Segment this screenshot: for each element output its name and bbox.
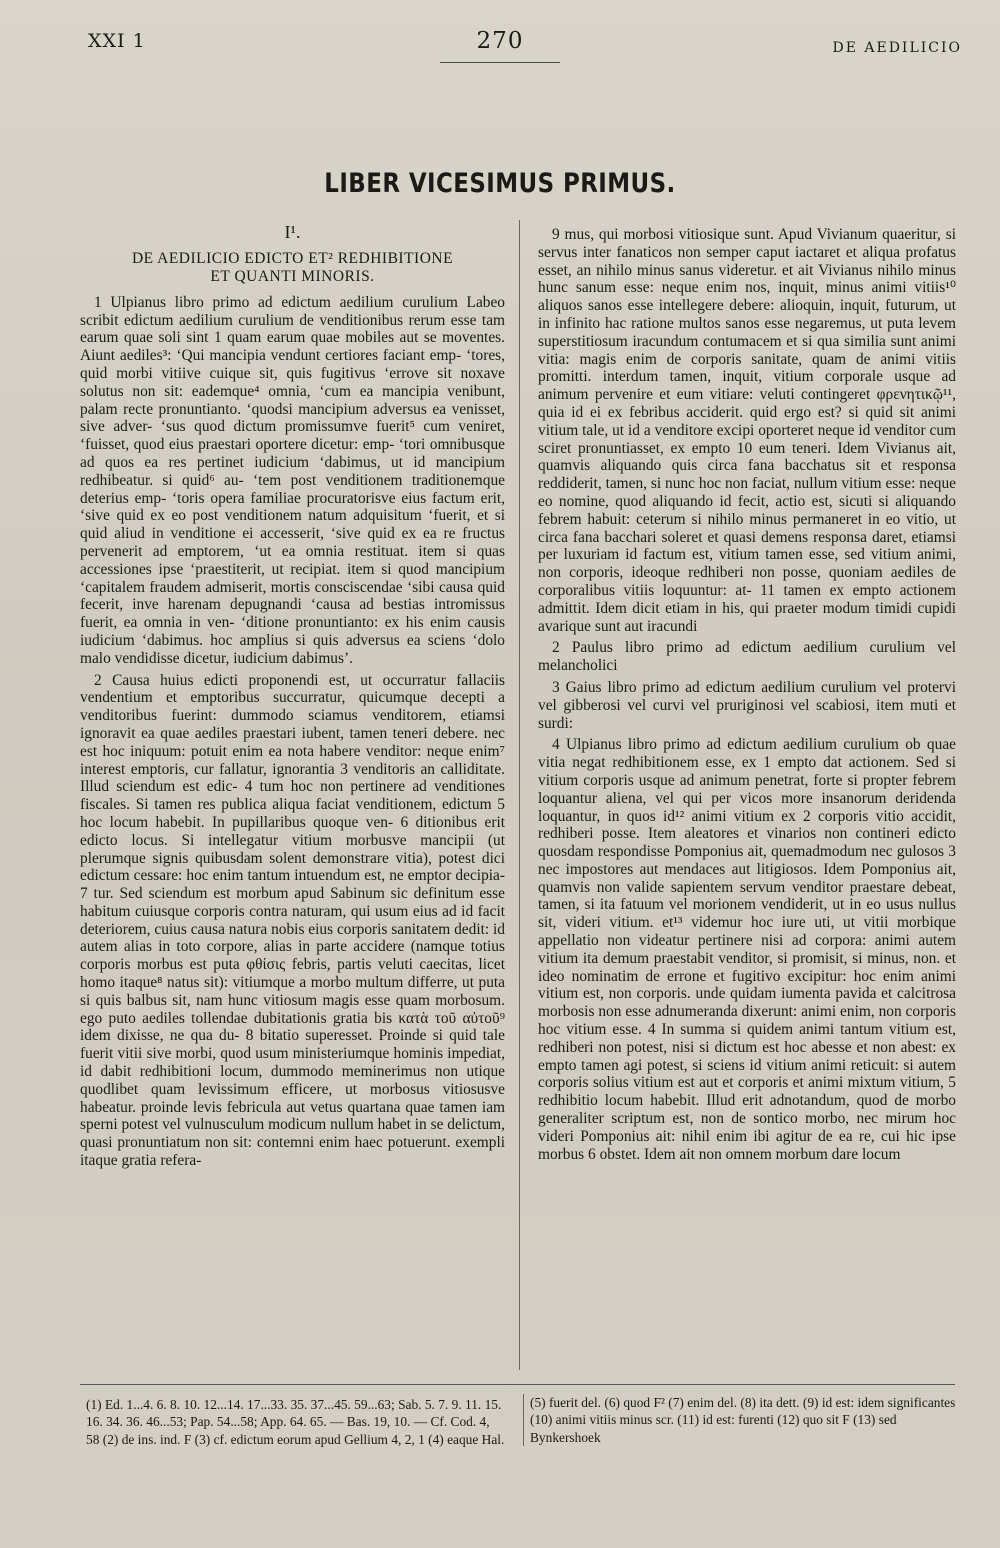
text-paragraph: 3 Gaius libro primo ad edictum aedilium curulium vel protervi vel gibberosi vel curvi vel pruriginosi vel scabiosi, item muti et surdi: (538, 678, 956, 732)
title-number: I¹. (284, 222, 301, 242)
running-head-reference: XXI 1 (88, 30, 146, 52)
text-paragraph: 9 mus, qui morbosi vitiosique sunt. Apud Vivianum quaeritur, si servus inter fanaticos non semper caput iactaret et aliqua profatus esset, an nihilo minus sanus videretur. et ait Vivianus nihilo minus hunc sanum esse: neque enim nos, inquit, minus animi vitiis¹⁰ aliquos sanos esse intellegere debere: alioquin, inquit, futurum, ut in infinito hac ratione multos sanos esse negaremus, ut puta levem superstitiosum iracundum contumacem et si qua similia sunt animi vitia: magis enim de corporis sanitate, quam de animi vitiis promitti. interdum tamen, inquit, vitium corporale usque ad animum pervenire et eum vitiare: veluti contingeret φρενητικῷ¹¹, quia id ei ex febribus acciderit. quid ergo est? si quid sit animi vitium tale, ut id a venditore excipi oporteret neque id venditor cum sciret pronuntiasset, ex empto 10 eum teneri. Idem Vivianus ait, quamvis aliquando quis circa fana bacchatus sit et responsa reddiderit, tamen, si nunc hoc non faciat, nullum vitium esse: neque eo nomine, quod aliquando id fecit, actio est, sicuti si aliquando febrem habuit: ceterum si nihilo minus permaneret in eo vitio, ut circa fana bacchari soleret et quasi demens responsa daret, etiamsi per luxuriam id factum est, vitium tamen esse, sed vitium animi, non corporis, ideoque redhiberi non posse, quoniam aediles de corporalibus vitiis loquuntur: at- 11 tamen ex empto actionem admittit. Idem dicit etiam in his, qui praeter modum timidi cupidi avarique sunt aut iracundi (538, 226, 956, 635)
text-paragraph: 2 Causa huius edicti proponendi est, ut occurratur fallaciis vendentium et emptoribus succurratur, quicumque decepti a venditoribus fuerint: dummodo sciamus venditorem, etiamsi ignoravit ea quae aediles praestari iubent, tamen teneri debere. nec est hoc iniquum: potuit enim ea nota habere venditor: neque enim⁷ interest emptoris, cur fallatur, ignorantia 3 venditoris an calliditate. Illud sciendum est edic- 4 tum hoc non pertinere ad venditiones fiscales. Si tamen res publica aliqua faciat venditionem, edictum 5 hoc locum habebit. In pupillaribus quoque ven- 6 ditionibus erit edicto locus. Si intellegatur vitium morbusve mancipii (ut plerumque signis quibusdam solent demonstrare vitia), potest dici edictum cessare: hoc enim tantum intuendum est, ne emptor decipia- 7 tur. Sed sciendum est morbum apud Sabinum sic definitum esse habitum cuiusque corporis contra naturam, qui usum eius ad id facit deteriorem, cuius causa natura nobis eius corporis sanitatem dedit: id autem alias in toto corpore, alias in parte accidere (namque totius corporis morbus est puta φθίσις febris, partis veluti caecitas, licet homo itaque⁸ natus sit): vitiumque a morbo multum differre, ut puta si quis balbus sit, nam hunc vitiosum magis esse quam morbosum. ego puto aediles tollendae dubitationis gratia bis κατὰ τοῦ αὐτοῦ⁹ idem dixisse, ne qua du- 8 bitatio superesset. Proinde si quid tale fuerit vitii sive morbi, quod usum ministeriumque hominis impediat, id dabit redhibitioni locum, dummodo meminerimus non utique quodlibet quam levissimum efficere, ut morbosus vitiosusve habeatur. proinde levis febricula aut vetus quartana quae tamen iam sperni potest vel vulnusculum modicum nullum habet in se delictum, quasi pronuntiatum non sit: contemni enim haec potuerunt. exempli itaque gratia refera- (80, 671, 505, 1170)
book-title: LIBER VICESIMUS PRIMUS. (324, 168, 676, 199)
footnotes-left: (1) Ed. 1...4. 6. 8. 10. 12...14. 17...33. 35. 37...45. 59...63; Sab. 5. 7. 9. 11. 15. 16. 34. 36. 46...53; Pap. 54...58; App. 64. 65. — Bas. 19, 10. — Cf. Cod. 4, 58 (2) de ins. ind. F (3) cf. edictum eorum apud Gellium 4, 2, 1 (4) eaque Hal. (86, 1397, 505, 1447)
footnotes-right: (5) fuerit del. (6) quod F² (7) enim del. (8) ita dett. (9) id est: idem significantes (10) animi vitiis minus scr. (11) id est: furenti (12) quo sit F (13) sed Bynkershoek (523, 1394, 962, 1446)
header-rule (440, 62, 560, 63)
page-number: 270 (476, 28, 524, 54)
left-column (80, 224, 505, 1174)
title-heading-line: ET QUANTI MINORIS. (210, 267, 375, 285)
title-heading-line: DE AEDILICIO EDICTO ET² REDHIBITIONE (131, 249, 454, 267)
text-paragraph: 2 Paulus libro primo ad edictum aedilium curulium vel melancholici (538, 639, 956, 675)
footnote-rule (80, 1384, 955, 1385)
column-divider (519, 220, 520, 1370)
text-paragraph: 1 Ulpianus libro primo ad edictum aedilium curulium Labeo scribit edictum aedilium curulium de venditionibus rerum esse tam earum quae soli sint 1 quam earum quae mobiles aut se moventes. Aiunt aediles³: ‘Qui mancipia vendunt certiores faciant emp- ‘tores, quid morbi vitiive cuique sit, quis fugitivus ‘errove sit noxave solutus non sit: eademque⁴ omnia, ‘cum ea mancipia venibunt, palam recte pronuntianto. ‘quodsi mancipium adversus ea venisset, sive adver- ‘sus quod dictum promissumve fuerit⁵ cum veniret, ‘fuisset, quod eius praestari oportere dicetur: emp- ‘tori omnibusque ad quos ea res pertinet iudicium ‘dabimus, ut id mancipium redhibeatur. si quid⁶ au- ‘tem post venditionem traditionemque deterius emp- ‘toris opera familiae procuratorisve eius factum erit, ‘sive quid ex eo post venditionem natum adquisitum ‘fuerit, et si quid aliud in venditione ei accesserit, ‘sive quid ex ea re fructus pervenerit ad emptorem, ‘ut ea omnia restituat. item si quas accessiones ipse ‘praestiterit, ut recipiat. item si quod mancipium ‘capitalem fraudem admiserit, mortis consciscendae ‘sibi causa quid fecerit, inve harenam depugnandi ‘causa ad bestias intromissus fuerit, ea omnia in ven- ‘ditione pronuntianto: ex his enim causis iudicium ‘dabimus. hoc amplius si quis adversus ea sciens ‘dolo malo vendidisse dicetur, iudicium dabimus’. (80, 293, 505, 667)
title-heading (80, 250, 505, 286)
running-head-title: DE AEDILICIO (832, 40, 962, 56)
right-column (538, 226, 956, 1167)
text-paragraph: 4 Ulpianus libro primo ad edictum aedilium curulium ob quae vitia negat redhibitionem esse, ex 1 empto dat actionem. Sed si vitium corporis usque ad animum penetrat, forte si propter febrem loquantur aliena, vel qui per vicos more insanorum deridenda loquantur, in quos id¹² animi vitium ex 2 corporis vitio accidit, redhiberi posse. Item aleatores et vinarios non contineri edicto quosdam respondisse Pomponius ait, quemadmodum nec gulosos 3 nec impostores aut mendaces aut litigiosos. Idem Pomponius ait, quamvis non valide sapientem servum venditor praestare debeat, tamen, si ita fatuum vel morionem vendiderit, ut in eo usus nullus sit, videri vitium. et¹³ videmur hoc iure uti, ut vitii morbique appellatio non videatur pertinere nisi ad corpora: animi autem vitium ita demum praestabit venditor, si promisit, si minus, non. et ideo nominatim de errone et fugitivo excipitur: hoc enim animi vitium est, non corporis. unde quidam iumenta pavida et calcitrosa morbosis non esse adnumeranda dixerunt: animi enim, non corporis hoc vitium esse. 4 In summa si quidem animi tantum vitium est, redhiberi non potest, nisi si dictum est hoc abesse et non abest: ex empto tamen agi potest, si sciens id vitium animi reticuit: si autem corporis solius vitium est aut et corporis et animi mixtum vitium, 5 redhibitio locum habebit. Illud erit adnotandum, quod de morbo generaliter scriptum est, non de sontico morbo, nec mirum hoc videri Pomponius ait: nihil enim ibi agitur de ea re, cui hic ipse morbus 6 obstet. Idem ait non omnem morbum dare locum (538, 736, 956, 1163)
